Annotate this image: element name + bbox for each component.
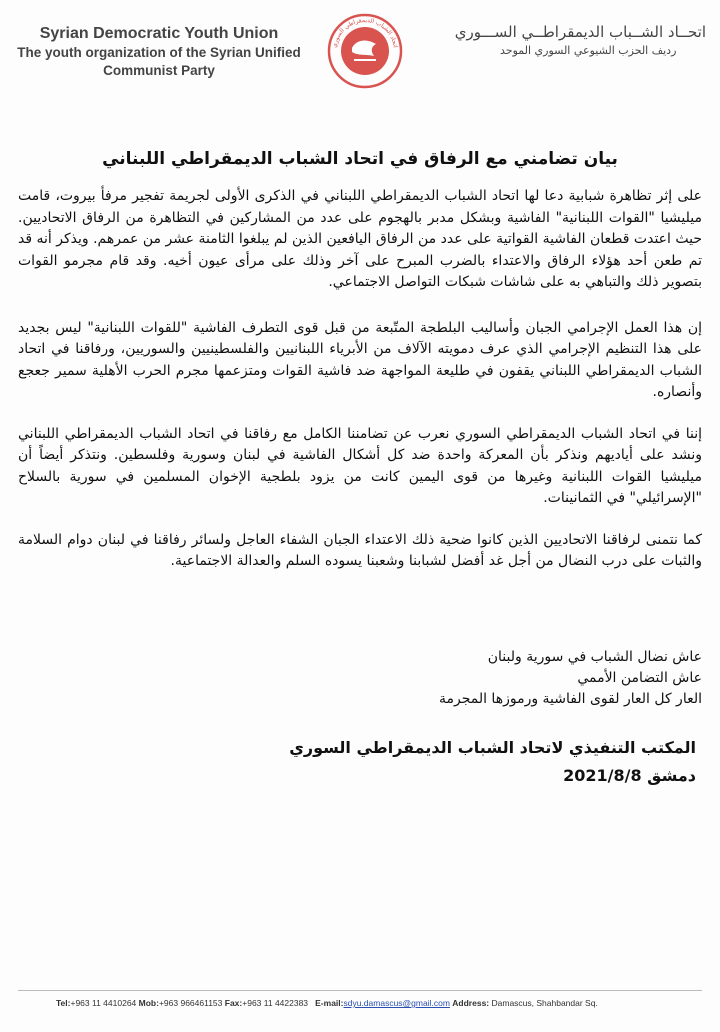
fax-label: Fax: xyxy=(224,998,243,1008)
tel-label: Tel: xyxy=(56,998,71,1008)
org-subtitle-arabic: رديف الحزب الشيوعي السوري الموحد xyxy=(500,44,677,57)
footer-divider xyxy=(18,990,702,991)
org-name-arabic: اتحــاد الشــباب الديمقراطــي الســـوري xyxy=(454,23,706,41)
address-value: Damascus, Shahbandar Sq. xyxy=(491,998,598,1008)
mob-value: +963 966461153 xyxy=(158,998,223,1008)
statement-title: بيان تضامني مع الرفاق في اتحاد الشباب الديمقراطي اللبناني xyxy=(102,149,618,169)
signature-place-date xyxy=(289,762,696,790)
email-label: E-mail: xyxy=(315,998,344,1008)
tel-value: +963 11 4410264 xyxy=(70,998,137,1008)
place-name: دمشق xyxy=(647,766,696,785)
emblem-arc-text: اتحاد الشباب الديمقراطي السوري xyxy=(331,16,399,49)
date: 2021/8/8 xyxy=(563,766,642,785)
address-label: Address: xyxy=(452,998,490,1008)
body-paragraph: كما نتمنى لرفاقنا الاتحاديين الذين كانوا ضحية ذلك الاعتداء الجبان الشفاء العاجل ولسائر رفاقنا في لبنان دوام السلامة والثبات على درب النضال من أجل غد أفضل لشبابنا وشعبنا يسوده السلم والعدالة الاجتماعية. xyxy=(18,531,702,569)
footer-contact xyxy=(56,998,706,1008)
slogan-line: العار كل العار لقوى الفاشية ورموزها المجرمة xyxy=(438,691,702,707)
slogan-line: عاش التضامن الأممي xyxy=(577,670,702,686)
org-subtitle-english-line1: The youth organization of the Syrian Unified xyxy=(17,45,301,60)
signature-block xyxy=(289,734,696,790)
fax-value: +963 11 4422383 xyxy=(242,998,309,1008)
header-arabic xyxy=(426,22,706,58)
union-emblem-icon xyxy=(326,12,404,90)
body-paragraph: إن هذا العمل الإجرامي الجبان وأساليب البلطجة المتّبعة من قبل قوى التطرف الفاشية "للقوات اللبنانية" ليس بجديد على هذا التنظيم الإجرامي الذي عرف دمويته الآلاف من الأبرياء اللبنانيين والفلسطينيين والسوريين، ورفاقنا في اتحاد الشباب الديمقراطي اللبناني يقفون في طليعة المواجهة ضد فاشية القوات ومتزعمها مجرم الحرب الأهلية سمير جعجع وأنصاره. xyxy=(18,319,702,400)
signature-office: المكتب التنفيذي لاتحاد الشباب الديمقراطي السوري xyxy=(289,738,696,757)
statement-body xyxy=(18,186,702,593)
body-paragraph: على إثر تظاهرة شبابية دعا لها اتحاد الشباب الديمقراطي اللبناني في الذكرى الأولى لجريمة تفجير مرفأ بيروت، قامت ميليشيا "القوات اللبنانية" الفاشية وبشكل مدبر بالهجوم على عدد من المشاركين في التظاهرة من الرفاق الاتحاديين. حيث اعتدت قطعان الفاشية القواتية على عدد من الرفاق اليافعين الذين لم يبلغوا الثامنة عشر من عمرهم. ويذكر أنه قد تم طعن أحد هؤلاء الرفاق والاعتداء بالضرب المبرح على آخر وذلك على مرأى عيون أخيه. وقد قام مجرمو القوات بتصوير ذلك والتباهي به على شاشات شبكات التواصل الاجتماعي. xyxy=(18,188,702,290)
email-link[interactable]: sdyu.damascus@gmail.com xyxy=(343,998,450,1008)
header-english xyxy=(14,24,304,79)
slogans-list xyxy=(439,647,702,710)
mob-label: Mob: xyxy=(138,998,159,1008)
org-subtitle-english-line2: Communist Party xyxy=(103,63,215,78)
org-name-english: Syrian Democratic Youth Union xyxy=(39,25,279,42)
slogan-line: عاش نضال الشباب في سورية ولبنان xyxy=(487,649,702,665)
body-paragraph: إننا في اتحاد الشباب الديمقراطي السوري نعرب عن تضامننا الكامل مع رفاقنا في اتحاد الشباب الديمقراطي اللبناني ونشد على أياديهم ونذكر بأن المعركة واحدة ضد كل أشكال الفاشية في لبنان وسورية وفلسطين. ونتذكر أيضاً أن ميليشيا القوات اللبنانية وغيرها من قوى اليمين كانت من يزود بلطجية الإخوان المسلمين في سورية بالسلاح "الإسرائيلي" في الثمانينات. xyxy=(18,425,702,506)
